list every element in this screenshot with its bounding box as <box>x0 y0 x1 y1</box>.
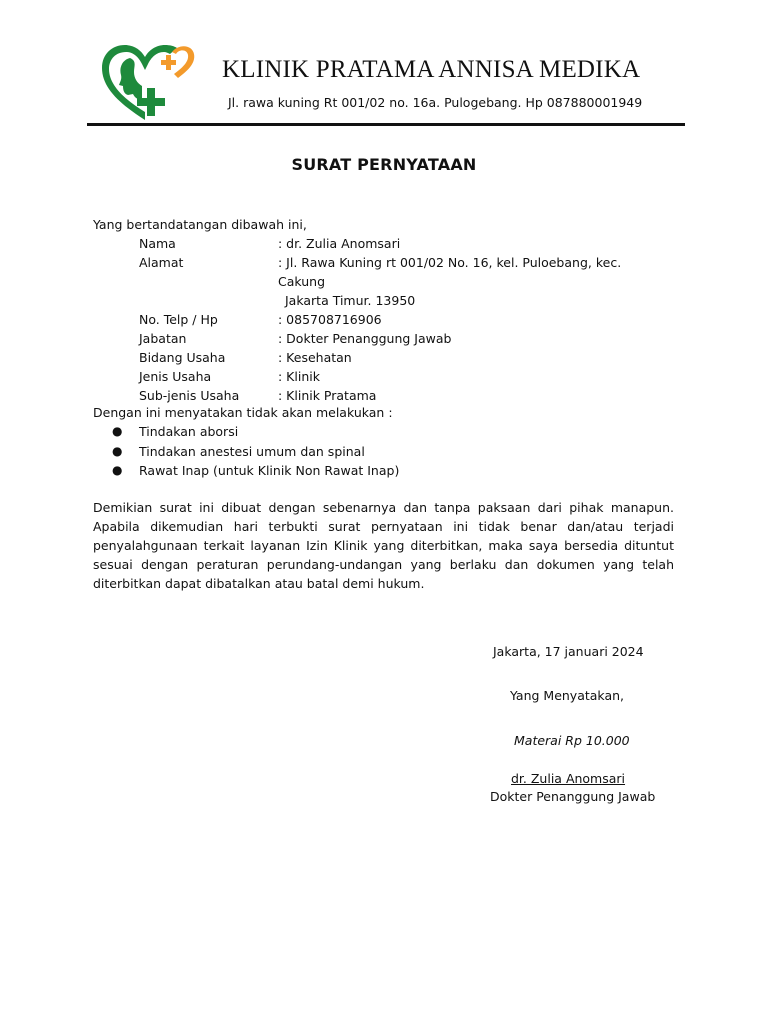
field-jenis-usaha <box>139 367 659 386</box>
list-item-text: Rawat Inap (untuk Klinik Non Rawat Inap) <box>139 463 400 478</box>
field-label: Bidang Usaha <box>139 350 226 365</box>
bullet-icon: ● <box>112 424 123 438</box>
field-value: : Klinik Pratama <box>278 388 377 403</box>
statement-text: Dengan ini menyatakan tidak akan melakukan : <box>93 405 393 420</box>
list-item <box>112 442 399 462</box>
clinic-address: Jl. rawa kuning Rt 001/02 no. 16a. Pulogebang. Hp 087880001949 <box>228 95 643 110</box>
clinic-logo <box>100 42 200 126</box>
prohibited-actions-list <box>112 422 399 481</box>
document-title: SURAT PERNYATAAN <box>291 155 477 174</box>
stamp-note: Materai Rp 10.000 <box>514 733 630 748</box>
field-value: : Jl. Rawa Kuning rt 001/02 No. 16, kel. Puloebang, kec. Cakung <box>278 255 622 289</box>
list-item-text: Tindakan aborsi <box>139 424 239 439</box>
field-alamat <box>139 253 659 310</box>
bullet-icon: ● <box>112 463 123 477</box>
header-divider <box>87 123 685 126</box>
bullet-icon: ● <box>112 443 123 458</box>
list-item-text: Tindakan anestesi umum dan spinal <box>139 443 365 459</box>
field-value: : Kesehatan <box>278 350 352 365</box>
field-telp <box>139 310 659 329</box>
signer-role: Dokter Penanggung Jawab <box>490 789 656 804</box>
clinic-name: KLINIK PRATAMA ANNISA MEDIKA <box>222 56 641 83</box>
field-value: : 085708716906 <box>278 312 382 327</box>
field-bidang-usaha <box>139 348 659 367</box>
field-label: Nama <box>139 236 176 251</box>
intro-text: Yang bertandatangan dibawah ini, <box>93 217 307 232</box>
list-item <box>112 422 399 442</box>
field-value: : dr. Zulia Anomsari <box>278 236 401 251</box>
clinic-heart-cross-logo-icon <box>100 42 200 126</box>
field-label: No. Telp / Hp <box>139 312 218 327</box>
closing-paragraph: Demikian surat ini dibuat dengan sebenarnya dan tanpa paksaan dari pihak manapun. Apabila dikemudian hari terbukti surat pernyataan ini tidak benar dan/atau terjadi penyalahgunaan terkait layanan Izin Klinik yang diterbitkan, maka saya bersedia dituntut sesuai dengan peraturan perundang-undangan yang berlaku dan dokumen yang telah diterbitkan dapat dibatalkan atau batal demi hukum. <box>93 500 674 591</box>
field-label: Jenis Usaha <box>139 369 212 384</box>
field-value: : Klinik <box>278 369 320 384</box>
field-nama <box>139 234 659 253</box>
field-value-continuation: Jakarta Timur. 13950 <box>285 293 416 308</box>
field-value-wrap <box>278 253 659 310</box>
place-date: Jakarta, 17 januari 2024 <box>493 644 644 659</box>
list-item <box>112 461 399 481</box>
signature-closing: Yang Menyatakan, <box>510 688 624 703</box>
identity-fields <box>139 234 659 405</box>
field-label: Sub-jenis Usaha <box>139 388 240 403</box>
signer-name: dr. Zulia Anomsari <box>511 771 626 786</box>
field-jabatan <box>139 329 659 348</box>
field-value: : Dokter Penanggung Jawab <box>278 331 452 346</box>
field-label: Alamat <box>139 255 184 270</box>
field-label: Jabatan <box>139 331 187 346</box>
